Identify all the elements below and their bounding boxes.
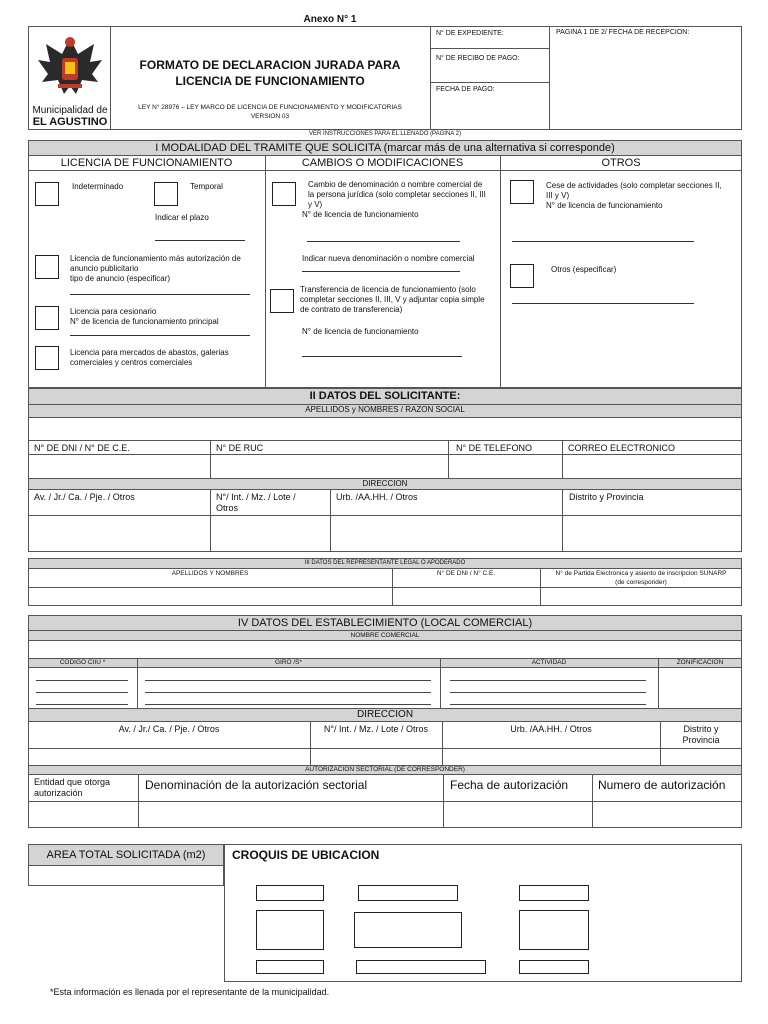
footnote: *Esta información es llenada por el representante de la municipalidad. xyxy=(50,987,330,997)
croquis-block xyxy=(256,960,324,974)
autorizacion-header: AUTORIZACION SECTORIAL (DE CORRESPONDER) xyxy=(305,766,465,773)
municipal-logo xyxy=(32,32,108,128)
croquis-label: CROQUIS DE UBICACION xyxy=(232,848,380,862)
ciiu-label: CODIGO CIIU * xyxy=(59,659,106,666)
checkbox-transferencia[interactable] xyxy=(270,289,294,313)
actividad-label: ACTIVIDAD xyxy=(531,659,567,666)
croquis-block xyxy=(358,885,458,901)
cese-line[interactable] xyxy=(512,241,694,242)
distrito-label: Distrito y Provincia xyxy=(569,492,644,502)
est-distrito-label: Distrito y Provincia xyxy=(682,724,720,745)
label-anuncio: Licencia de funcionamiento más autorización de anuncio publicitario tipo de anuncio (especificar) xyxy=(70,254,241,283)
zonificacion-label: ZONIFICACION xyxy=(676,659,724,666)
law-reference: LEY N° 28976 – LEY MARCO DE LICENCIA DE FUNCIONAMIENTO Y MODIFICATORIAS VERSION 03 xyxy=(138,104,402,120)
croquis-block xyxy=(256,885,324,901)
anuncio-line[interactable] xyxy=(70,294,250,295)
label-transferencia: Transferencia de licencia de funcionamiento (solo completar secciones II, III, V y adjuntar copia simple de contrato de transferencia) xyxy=(300,285,485,314)
logo-line1: Municipalidad de xyxy=(32,105,108,116)
cambio-licencia-line[interactable] xyxy=(307,241,460,242)
section3-title: III DATOS DEL REPRESENTANTE LEGAL O APODERADO xyxy=(304,560,466,566)
col-otros-header: OTROS xyxy=(601,157,641,169)
ruc-label: N° DE RUC xyxy=(216,443,264,453)
est-int-label: N°/ Int. / Mz. / Lote / Otros xyxy=(323,724,429,734)
rep-dni-label: N° DE DNI / N° C.E. xyxy=(436,570,496,577)
rep-partida-label: N° de Partida Electronica y asiento de inscripcion SUNARP (de corresponder) xyxy=(555,570,727,586)
croquis-block xyxy=(519,960,589,974)
checkbox-anuncio[interactable] xyxy=(35,255,59,279)
croquis-block xyxy=(519,885,589,901)
numero-autorizacion-label: Numero de autorización xyxy=(598,778,726,792)
checkbox-indeterminado[interactable] xyxy=(35,182,59,206)
label-cambio-denominacion: Cambio de denominación o nombre comercial de la persona jurídica (solo completar secciones II, III y V) N° de licencia de funcionamiento xyxy=(302,180,486,219)
checkbox-otros[interactable] xyxy=(510,264,534,288)
correo-label: CORREO ELECTRONICO xyxy=(568,443,676,453)
rep-nombres-label: APELLIDOS Y NOMBRES xyxy=(171,570,249,577)
section2-title: II DATOS DEL SOLICITANTE: xyxy=(309,390,461,402)
checkbox-cambio-denominacion[interactable] xyxy=(272,182,296,206)
est-direccion-header: DIRECCION xyxy=(356,709,414,720)
croquis-block xyxy=(519,910,589,950)
section1-title: I MODALIDAD DEL TRAMITE QUE SOLICITA (marcar más de una alternativa si corresponde) xyxy=(155,142,615,154)
checkbox-cesionario[interactable] xyxy=(35,306,59,330)
entidad-label: Entidad que otorga autorización xyxy=(34,777,111,798)
nombre-comercial-label: NOMBRE COMERCIAL xyxy=(350,632,420,639)
av-label: Av. / Jr./ Ca. / Pje. / Otros xyxy=(34,492,135,502)
recibo-label: N° DE RECIBO DE PAGO: xyxy=(436,55,520,62)
croquis-block xyxy=(256,910,324,950)
fecha-autorizacion-label: Fecha de autorización xyxy=(450,778,569,792)
area-label: AREA TOTAL SOLICITADA (m2) xyxy=(46,849,206,861)
expediente-label: N° DE EXPEDIENTE: xyxy=(436,30,504,37)
pagina-label: PAGINA 1 DE 2/ FECHA DE RECEPCION: xyxy=(556,29,690,36)
denominacion-label: Denominación de la autorización sectorial xyxy=(145,778,368,792)
label-nueva-denominacion: Indicar nueva denominación o nombre comercial xyxy=(302,254,475,263)
label-mercados: Licencia para mercados de abastos, galerias comerciales y centros comerciales xyxy=(70,348,229,367)
instructions-note: VER INSTRUCCIONES PARA EL LLENADO (PAGINA 2) xyxy=(309,131,461,137)
urb-label: Urb. /AA.HH. / Otros xyxy=(336,492,418,502)
direccion-header: DIRECCION xyxy=(362,479,408,488)
croquis-block xyxy=(356,960,486,974)
checkbox-temporal[interactable] xyxy=(154,182,178,206)
est-urb-label: Urb. /AA.HH. / Otros xyxy=(510,724,592,734)
form-title: FORMATO DE DECLARACION JURADA PARA LICENCIA DE FUNCIONAMIENTO xyxy=(139,58,401,88)
fecha-pago-label: FECHA DE PAGO: xyxy=(436,86,495,93)
logo-line2: EL AGUSTINO xyxy=(32,116,108,128)
eagle-crest-icon xyxy=(32,32,108,98)
checkbox-mercados[interactable] xyxy=(35,346,59,370)
transferencia-licencia-line[interactable] xyxy=(302,356,462,357)
label-temporal: Temporal xyxy=(190,182,223,191)
label-otros: Otros (especificar) xyxy=(551,265,617,274)
checkbox-cese[interactable] xyxy=(510,180,534,204)
section2-subtitle: APELLIDOS y NOMBRES / RAZON SOCIAL xyxy=(305,405,465,414)
area-field[interactable] xyxy=(29,866,223,885)
label-indeterminado: Indeterminado xyxy=(72,182,124,191)
dni-label: N° DE DNI / N° DE C.E. xyxy=(34,443,130,453)
telefono-label: N° DE TELEFONO xyxy=(456,443,532,453)
giro-label: GIRO /S* xyxy=(274,659,303,666)
col-cambios-header: CAMBIOS O MODIFICACIONES xyxy=(301,157,464,169)
apellidos-nombres-field[interactable] xyxy=(29,418,741,440)
label-cesionario: Licencia para cesionario N° de licencia de funcionamiento principal xyxy=(70,307,219,326)
nueva-denominacion-line[interactable] xyxy=(302,271,460,272)
croquis-block xyxy=(354,912,462,948)
est-av-label: Av. / Jr./ Ca. / Pje. / Otros xyxy=(118,724,220,734)
col-licencia-header: LICENCIA DE FUNCIONAMIENTO xyxy=(60,157,233,169)
label-plazo: Indicar el plazo xyxy=(155,213,209,222)
label-transferencia-licencia: N° de licencia de funcionamiento xyxy=(302,327,419,336)
label-cese: Cese de actividades (solo completar secciones II, III y V) N° de licencia de funcionamiento xyxy=(546,181,722,210)
annex-label: Anexo N° 1 xyxy=(303,14,357,25)
cesionario-line[interactable] xyxy=(70,335,250,336)
plazo-line[interactable] xyxy=(155,240,245,241)
section4-title: IV DATOS DEL ESTABLECIMIENTO (LOCAL COMERCIAL) xyxy=(237,617,533,629)
int-label: N°/ Int. / Mz. / Lote / Otros xyxy=(216,492,296,513)
otros-line[interactable] xyxy=(512,303,694,304)
